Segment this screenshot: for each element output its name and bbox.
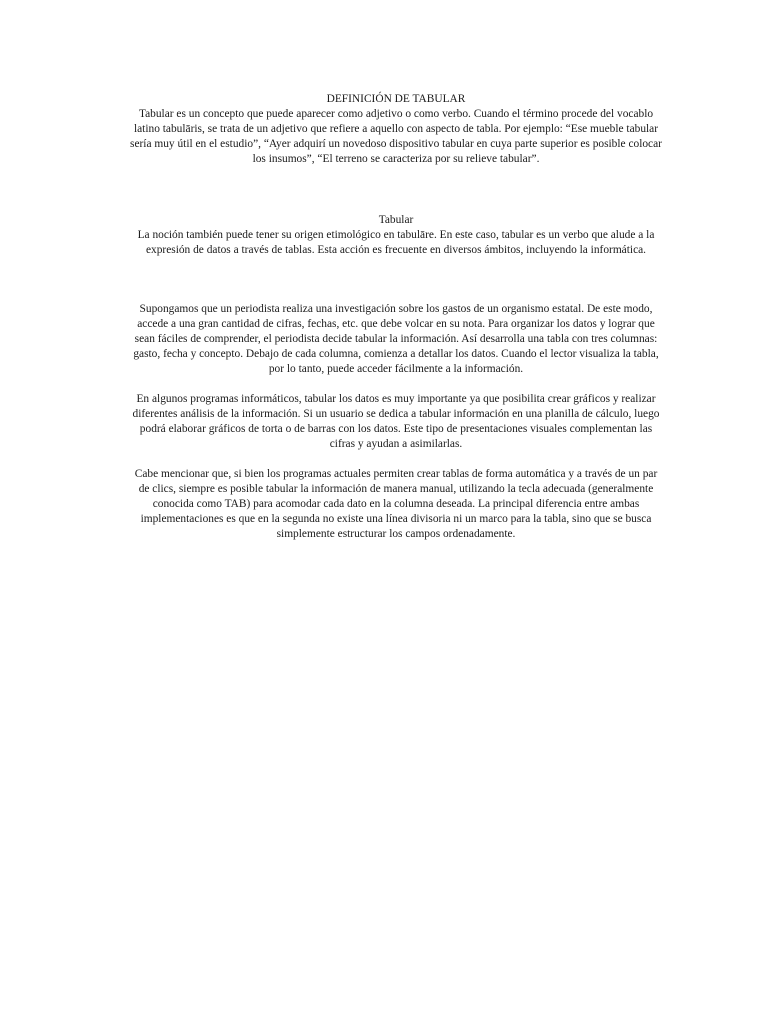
document-page bbox=[130, 92, 662, 542]
section-heading: Tabular bbox=[378, 214, 414, 226]
body-paragraph-journalist: Supongamos que un periodista realiza una investigación sobre los gastos de un organismo estatal. De este modo, accede a una gran cantidad de cifras, fechas, etc. que debe volcar en su nota. Para organizar los datos y lograr que sean fáciles de comprender, el periodista decide tabular la información. Así desarrolla una tabla con tres columnas: gasto, fecha y concepto. Debajo de cada columna, comienza a detallar los datos. Cuando el lector visualiza la tabla, por lo tanto, puede acceder fácilmente a la información. bbox=[133, 303, 659, 375]
document-title: DEFINICIÓN DE TABULAR bbox=[326, 93, 466, 105]
body-paragraph-software: En algunos programas informáticos, tabular los datos es muy importante ya que posibilita crear gráficos y realizar diferentes análisis de la información. Si un usuario se dedica a tabular información en una planilla de cálculo, luego podrá elaborar gráficos de torta o de barras con los datos. Este tipo de presentaciones visuales complementan las cifras y ayudan a asimilarlas. bbox=[132, 393, 660, 450]
body-paragraph-manual: Cabe mencionar que, si bien los programas actuales permiten crear tablas de forma automática y a través de un par de clics, siempre es posible tabular la información de manera manual, utilizando la tecla adecuada (generalmente conocida como TAB) para acomodar cada dato en la columna deseada. La principal diferencia entre ambas implementaciones es que en la segunda no existe una línea divisoria ni un marco para la tabla, sino que se busca simplemente estructurar los campos ordenadamente. bbox=[134, 468, 658, 540]
section-intro-paragraph: La noción también puede tener su origen etimológico en tabulāre. En este caso, tabular es un verbo que alude a la expresión de datos a través de tablas. Esta acción es frecuente en diversos ámbitos, incluyendo la informática. bbox=[137, 229, 655, 256]
intro-paragraph: Tabular es un concepto que puede aparecer como adjetivo o como verbo. Cuando el término procede del vocablo latino tabulāris, se trata de un adjetivo que refiere a aquello con aspecto de tabla. Por ejemplo: “Ese mueble tabular sería muy útil en el estudio”, “Ayer adquirí un novedoso dispositivo tabular en cuya parte superior es posible colocar los insumos”, “El terreno se caracteriza por su relieve tabular”. bbox=[130, 108, 662, 165]
